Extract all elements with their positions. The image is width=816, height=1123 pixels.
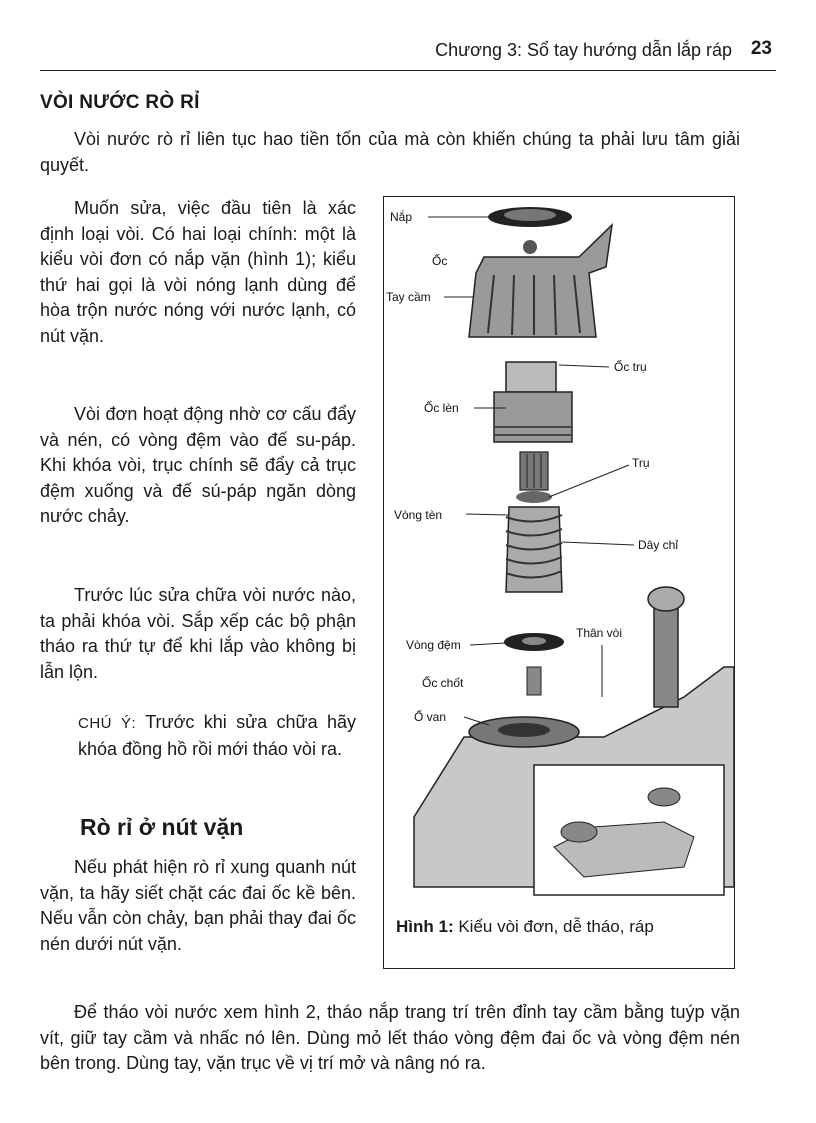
- subsection-title: Rò rỉ ở nút vặn: [80, 814, 244, 840]
- label-faucet-body: Thân vòi: [576, 626, 623, 640]
- spout-post-shape: [654, 597, 678, 707]
- label-valve-seat: Ổ van: [414, 710, 447, 724]
- running-title: Chương 3: Sổ tay hướng dẫn lắp ráp: [435, 40, 732, 60]
- paragraph-single-faucet: Vòi đơn hoạt động nhờ cơ cấu đẩy và nén, có vòng đệm vào đế su-páp. Khi khóa vòi, trục chính sẽ đẩy cả trục đệm xuống và đế sú-páp ngăn dòng nước chảy.: [40, 404, 356, 526]
- label-washer-ring: Vòng tèn: [394, 508, 443, 522]
- brass-screw-shape: [527, 667, 541, 695]
- paragraph-before-repair: Trước lúc sửa chữa vòi nước nào, ta phải khóa vòi. Sắp xếp các bộ phận tháo ra thứ tự để khi lắp vào không bị lẫn lộn.: [40, 585, 356, 682]
- label-stem-nut: Ốc trụ: [614, 360, 647, 374]
- page-number: 23: [750, 38, 772, 59]
- label-screw: Ốc: [432, 254, 448, 268]
- label-seat-washer: Vòng đệm: [406, 638, 461, 652]
- label-handle: Tay cầm: [386, 290, 431, 304]
- note-text: Trước khi sửa chữa hãy khóa đồng hồ rồi mới tháo vòi ra.: [78, 712, 356, 759]
- handle-shape: [469, 225, 612, 337]
- caption-text: Kiểu vòi đơn, dễ tháo, ráp: [453, 917, 654, 936]
- faucet-exploded-diagram: [384, 197, 734, 968]
- washer-ring-shape: [516, 491, 552, 503]
- label-packing-nut: Ốc lèn: [424, 401, 459, 415]
- label-stem: Trụ: [632, 456, 650, 470]
- section-title: VÒI NƯỚC RÒ RỈ: [40, 92, 200, 113]
- note-paragraph: [78, 710, 356, 762]
- intro-paragraph: Vòi nước rò rỉ liên tục hao tiền tốn của mà còn khiến chúng ta phải lưu tâm giải quyết.: [40, 129, 740, 175]
- label-thread: Dây chỉ: [638, 538, 679, 552]
- paragraph-disassembly: Để tháo vòi nước xem hình 2, tháo nắp trang trí trên đỉnh tay cầm bằng tuýp vặn vít, giữ tay cầm và nhấc nó lên. Dùng mỏ lết tháo vòng đệm đai ốc và vòng đệm nén bên trong. Dùng tay, vặn trục về vị trí mở và nâng nó ra.: [40, 1002, 740, 1073]
- screw-shape: [523, 240, 537, 254]
- stem-nut-shape: [506, 362, 556, 392]
- caption-label: Hình 1:: [396, 917, 454, 936]
- label-brass-screw: Ốc chốt: [422, 676, 464, 690]
- paragraph-knob-leak: Nếu phát hiện rò rỉ xung quanh nút vặn, ta hãy siết chặt các đai ốc kề bên. Nếu vẫn còn chảy, bạn phải thay đai ốc nén dưới nút vặn.: [40, 857, 356, 954]
- note-label: CHÚ Ý:: [78, 715, 137, 732]
- label-cap: Nắp: [390, 210, 413, 224]
- figure-1: [383, 196, 735, 969]
- paragraph-faucet-types: Muốn sửa, việc đầu tiên là xác định loại vòi. Có hai loại chính: một là kiểu vòi đơn có nắp vặn (hình 1); kiểu thứ hai gọi là vòi nóng lạnh dùng để hòa trộn nước nóng với nước lạnh, có nút vặn.: [40, 198, 356, 346]
- page-header: [40, 26, 776, 71]
- figure-caption: [396, 917, 654, 937]
